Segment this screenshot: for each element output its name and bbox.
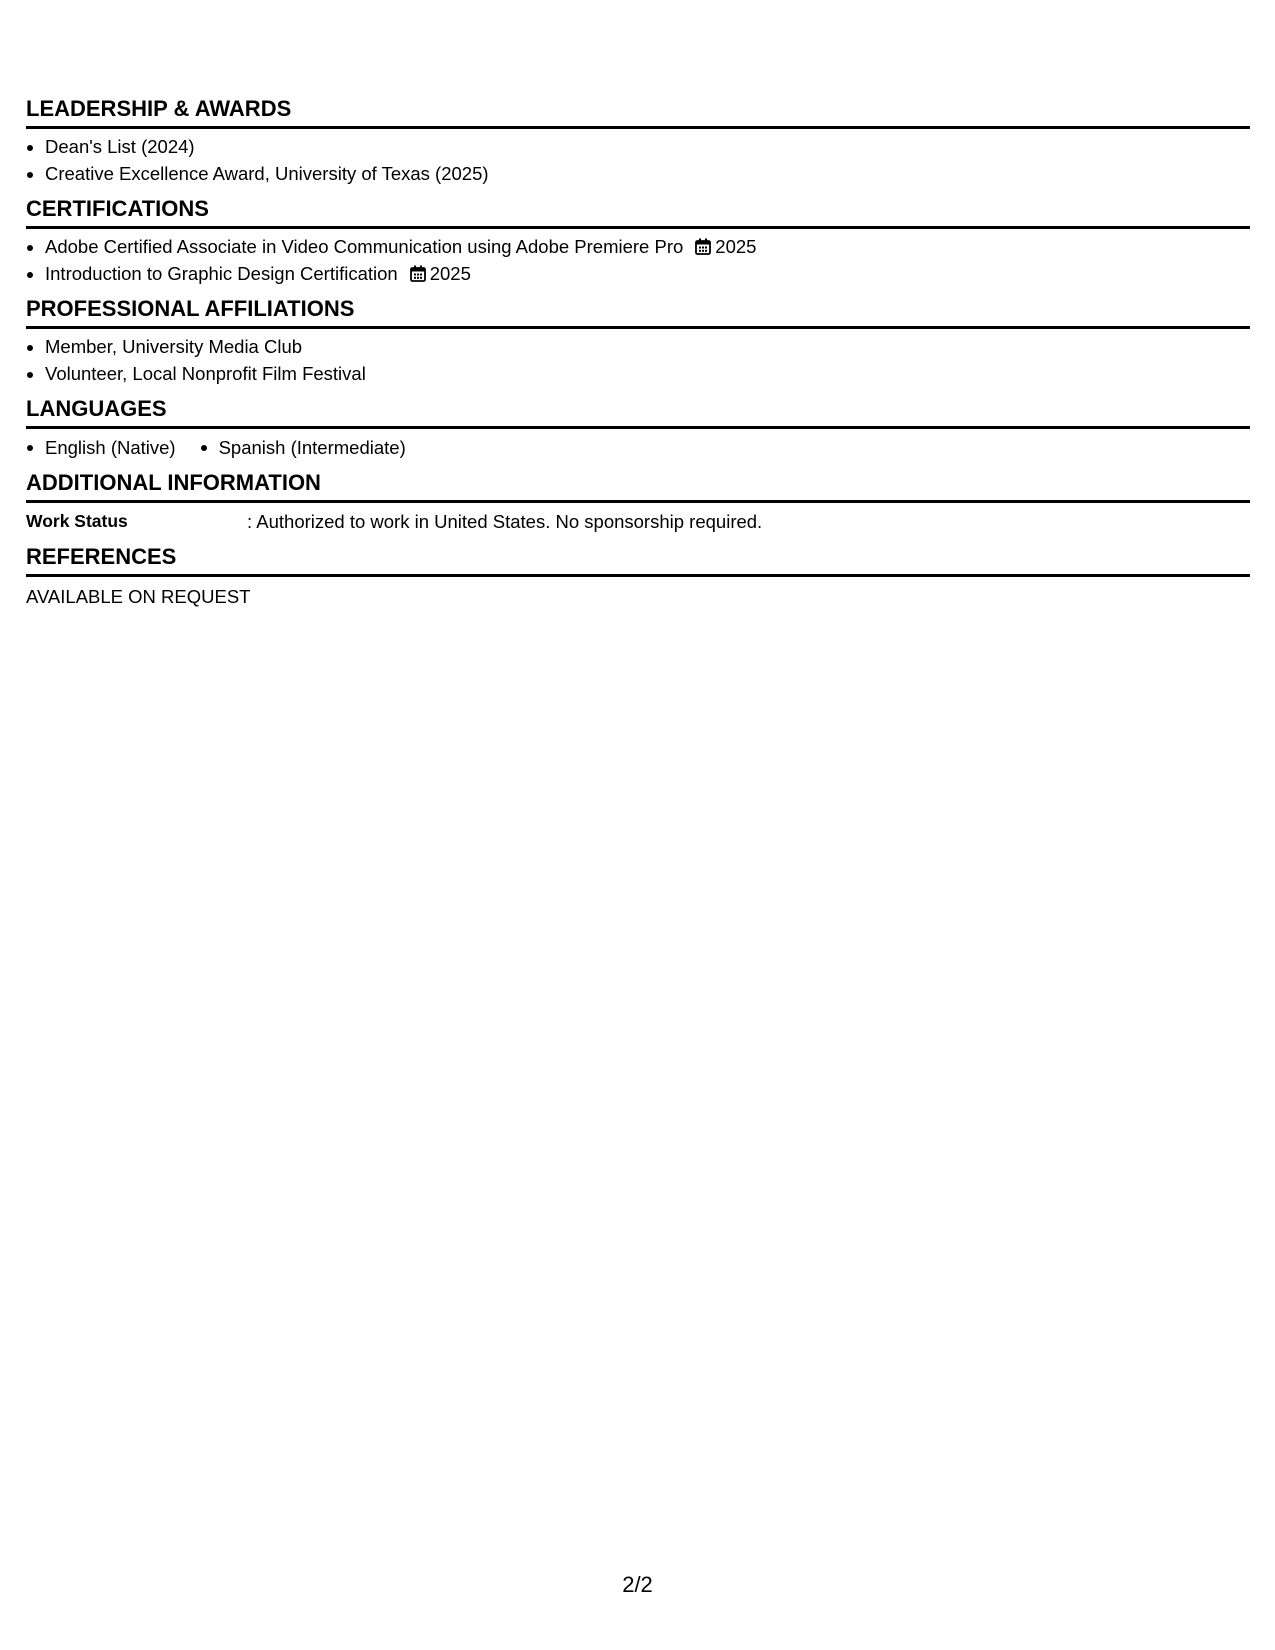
section-title: REFERENCES — [26, 544, 1250, 577]
language-item: English (Native) — [26, 434, 176, 461]
section-title: LANGUAGES — [26, 396, 1250, 429]
section-additional-information — [26, 470, 1250, 535]
calendar-icon — [695, 238, 711, 255]
section-title: PROFESSIONAL AFFILIATIONS — [26, 296, 1250, 329]
work-status-value: : Authorized to work in United States. No sponsorship required. — [247, 511, 763, 532]
section-professional-affiliations — [26, 296, 1250, 387]
list-item: • Dean's List (2024) — [45, 133, 1250, 160]
calendar-icon — [410, 265, 426, 282]
resume-page — [26, 96, 1250, 619]
section-references — [26, 544, 1250, 610]
certification-year: 2025 — [429, 263, 471, 284]
list-item — [45, 233, 1250, 260]
awards-list — [26, 133, 1250, 187]
work-status-label: Work Status — [26, 511, 128, 531]
references-text: AVAILABLE ON REQUEST — [26, 586, 251, 607]
certification-date — [410, 263, 471, 284]
list-item: • Member, University Media Club — [45, 333, 1250, 360]
language-item: Spanish (Intermediate) — [200, 434, 406, 461]
list-item — [45, 260, 1250, 287]
affiliations-list — [26, 333, 1250, 387]
list-item: • Creative Excellence Award, University of Texas (2025) — [45, 160, 1250, 187]
section-title: CERTIFICATIONS — [26, 196, 1250, 229]
section-languages — [26, 396, 1250, 461]
certifications-list — [26, 233, 1250, 287]
list-item: • Volunteer, Local Nonprofit Film Festival — [45, 360, 1250, 387]
section-title: ADDITIONAL INFORMATION — [26, 470, 1250, 503]
page-number: 2/2 — [622, 1572, 653, 1597]
work-status-row — [26, 508, 1250, 535]
section-leadership-awards — [26, 96, 1250, 187]
certification-date — [695, 236, 756, 257]
section-title: LEADERSHIP & AWARDS — [26, 96, 1250, 129]
section-certifications — [26, 196, 1250, 287]
certification-year: 2025 — [715, 236, 757, 257]
certification-name: Adobe Certified Associate in Video Communication using Adobe Premiere Pro — [45, 236, 684, 257]
languages-list — [26, 434, 1250, 461]
certification-name: Introduction to Graphic Design Certification — [45, 263, 398, 284]
